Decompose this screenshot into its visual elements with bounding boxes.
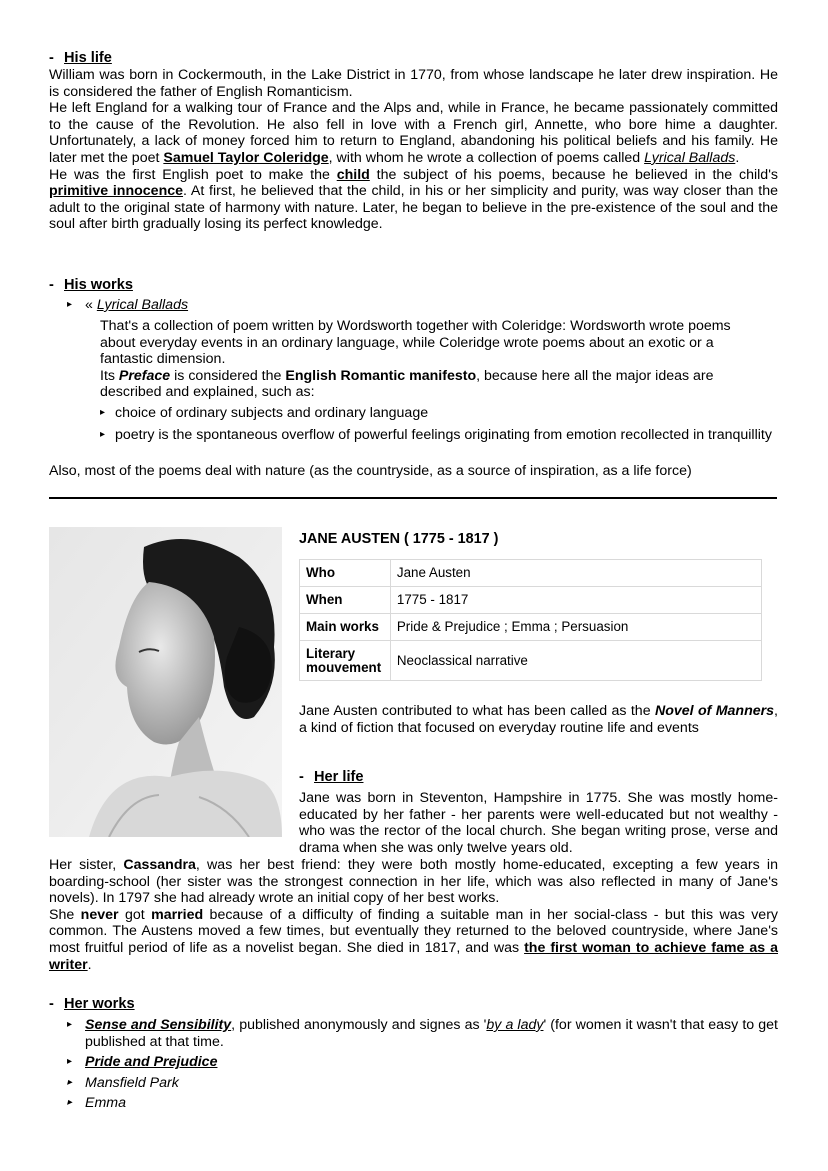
austen-works-list: [67, 1017, 778, 1112]
list-item: [67, 1054, 778, 1071]
work-title: Emma: [85, 1095, 126, 1112]
table-key: Literary mouvement: [300, 641, 391, 681]
table-row: [300, 560, 762, 587]
preface-line: Its Preface is considered the English Romantic manifesto, because here all the major ideas are described and explained, such as:: [100, 367, 714, 401]
table-row: [300, 614, 762, 641]
his-life-heading: - His life: [49, 50, 112, 66]
austen-title: JANE AUSTEN ( 1775 - 1817 ): [299, 531, 499, 547]
fame-phrase: the first woman to achieve fame as a writer: [49, 939, 778, 973]
paragraph-birth: William was born in Cockermouth, in the Lake District in 1770, from whose landscape he later drew inspiration. He is considered the father of English Romanticism.: [49, 67, 778, 100]
portrait-photo: [49, 527, 282, 837]
paragraph-france: He left England for a walking tour of France and the Alps and, while in France, he became passionately committed to the cause of the Revolution. He also fell in love with a French girl, Annette, who bore hime a daughter. Unfortunately, a lack of money forced him to return to England, abandoning his political beliefs and his family. He later met the poet Samuel Taylor Coleridge, with whom he wrote a collection of poems called Lyrical Ballads.: [49, 100, 778, 166]
wordsworth-section: [49, 49, 778, 233]
coleridge-name: Samuel Taylor Coleridge: [163, 149, 329, 166]
child-term: child: [336, 166, 370, 183]
table-key: When: [300, 587, 391, 614]
table-value: Pride & Prejudice ; Emma ; Persuasion: [390, 614, 761, 641]
table-key: Who: [300, 560, 391, 587]
novel-of-manners-intro: Jane Austen contributed to what has been called as the Novel of Manners, a kind of fiction that focused on everyday routine life and events: [299, 703, 778, 736]
table-value: 1775 - 1817: [390, 587, 761, 614]
table-value: Neoclassical narrative: [390, 641, 761, 681]
work-lyrical-ballads: ▸ « Lyrical Ballads: [67, 297, 487, 314]
idea-item: ▸ choice of ordinary subjects and ordinary language: [100, 405, 778, 422]
austen-info-table: [299, 559, 762, 681]
table-key: Main works: [300, 614, 391, 641]
cassandra-name: Cassandra: [123, 857, 196, 873]
table-row: [300, 641, 762, 681]
idea-item: ▸ poetry is the spontaneous overflow of powerful feelings originating from emotion recollected in tranquillity: [100, 427, 778, 444]
austen-life-p2: Her sister, Cassandra, was her best friend: they were both mostly home-educated, excepting a few years in boarding-school (her sister was the strongest connection in her life, which was also reflected in many of Jane's novels). In 1797 she had already wrote an initial copy of her best works.: [49, 857, 778, 907]
work-title: Pride and Prejudice: [85, 1054, 218, 1071]
paragraph-child: He was the first English poet to make the child the subject of his poems, because he believed in the child's primitive innocence. At first, he believed that the child, in his or her simplicity and purity, was way closer than the adult to the original state of harmony with nature. Later, he began to believe in the pre-existence of the soul and the soul after birth gradually losing its perfect knowledge.: [49, 166, 778, 233]
work-title: Sense and Sensibility: [85, 1017, 232, 1033]
her-works-heading: - Her works: [49, 996, 135, 1012]
list-item: [67, 1075, 778, 1092]
section-divider: [49, 497, 777, 499]
work-description: That's a collection of poem written by Wordsworth together with Coleridge: Wordsworth wrote poems about everyday events in an ordinary language, while Coleridge wrote poems about an exotic or a fantastic dimension. Its Preface is considered the English Romantic manifesto, because here all the major ideas are described and explained, such as:: [100, 318, 740, 401]
innocence-term: primitive innocence: [49, 183, 184, 200]
list-item: ▸ Sense and Sensibility, published anonymously and signes as 'by a lady' (for women it wasn't that easy to get published at that time.: [67, 1017, 778, 1050]
table-row: [300, 587, 762, 614]
her-life-heading: - Her life: [299, 769, 364, 785]
austen-life-continued: [49, 857, 778, 973]
lyrical-ballads-ref: Lyrical Ballads: [644, 149, 736, 166]
table-value: Jane Austen: [390, 560, 761, 587]
work-title: Lyrical Ballads: [96, 297, 189, 313]
austen-life-p1: Jane was born in Steventon, Hampshire in 1775. She was mostly home-educated by her father - her parents were well-educated but not wealthy - who was the rector of the local church. She began writing prose, verse and drama when she was only twelve years old.: [299, 790, 778, 856]
portrait-image: [49, 527, 282, 837]
work-title: Mansfield Park: [85, 1074, 179, 1091]
list-item: [67, 1095, 778, 1112]
nature-line: Also, most of the poems deal with nature (as the countryside, as a source of inspiration, as a life force): [49, 463, 692, 479]
novel-of-manners-term: Novel of Manners: [654, 703, 775, 719]
ideas-list: [100, 405, 778, 443]
his-works-heading: - His works: [49, 277, 133, 293]
austen-life-p3: She never got married because of a difficulty of finding a suitable man in her social-class - but this was very common. The Austens moved a few times, but eventually they returned to the beloved countryside, where Jane's most fruitful period of life as a novelist began. She died in 1817, and was the first woman to achieve fame as a writer.: [49, 906, 779, 973]
